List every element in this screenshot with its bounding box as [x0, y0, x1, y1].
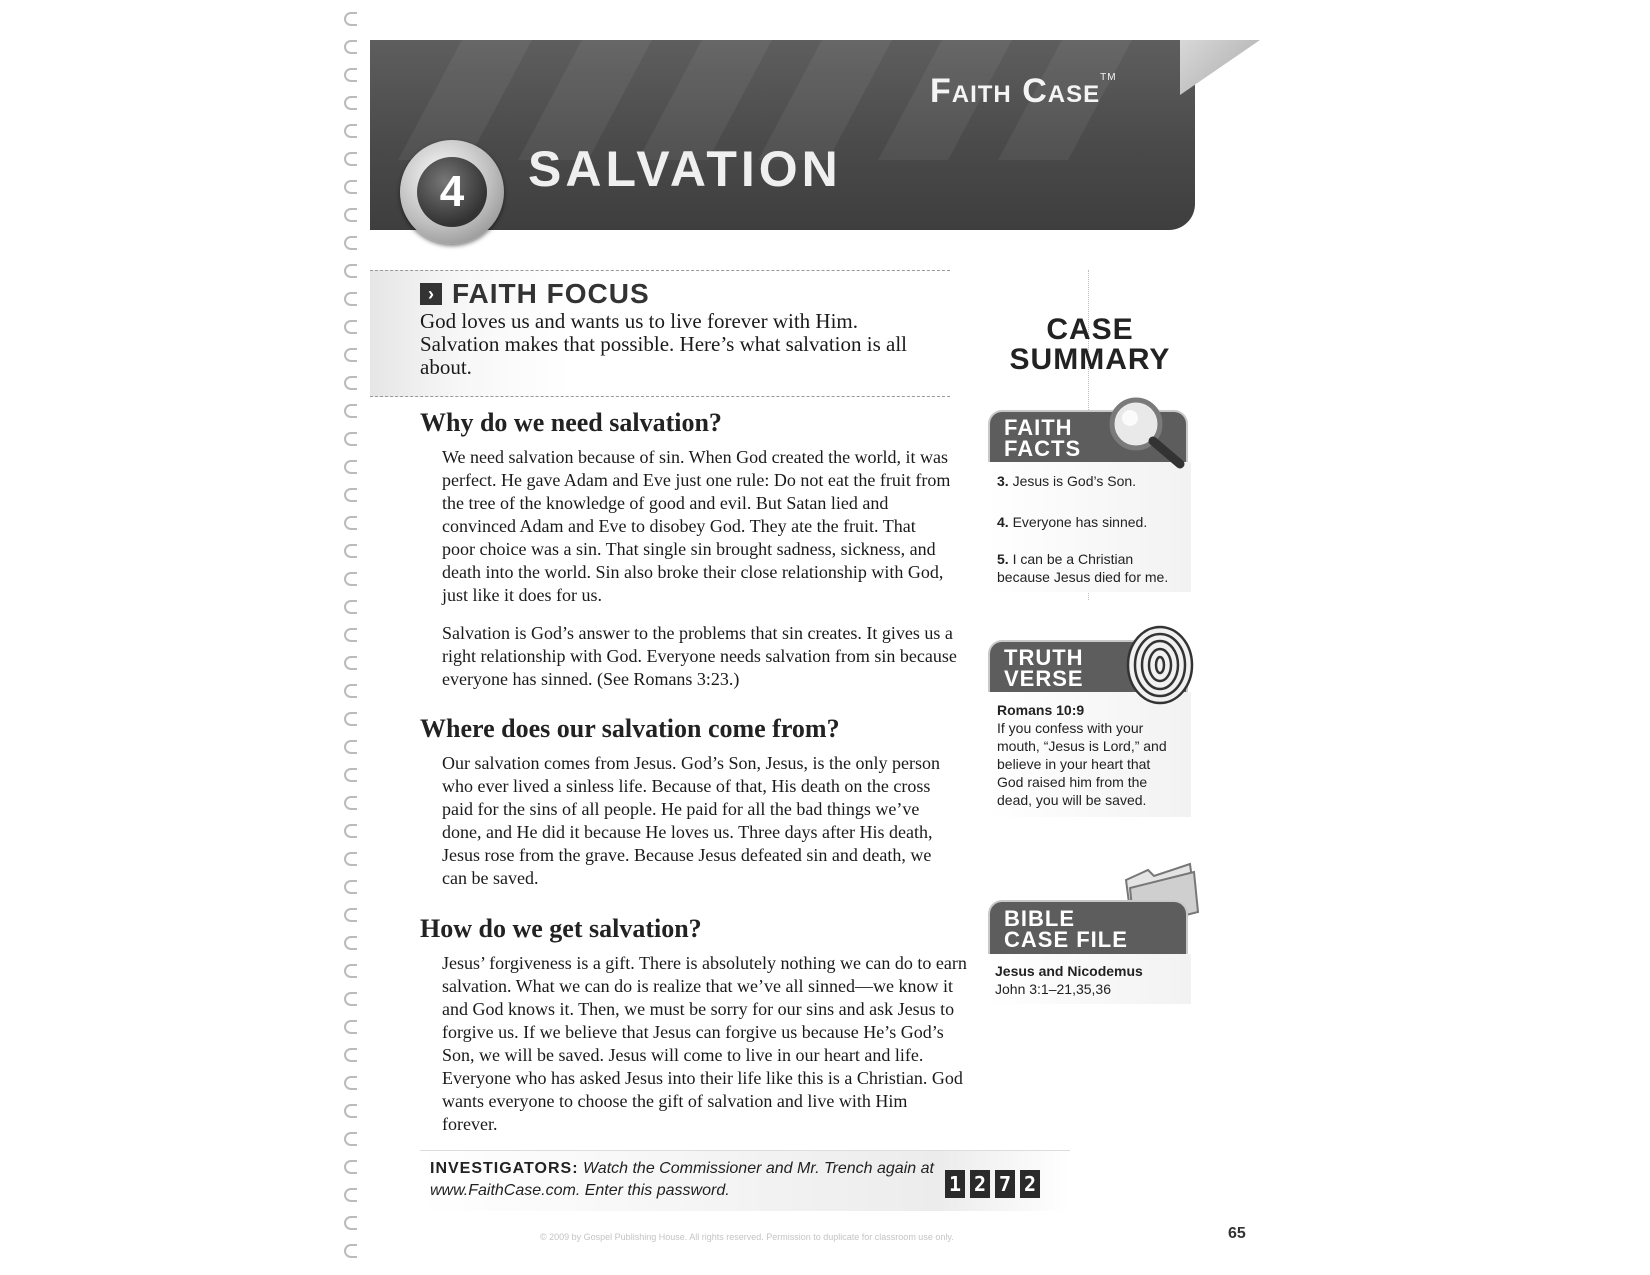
spiral-binding — [344, 12, 360, 1272]
binding-ring — [344, 348, 357, 362]
case-summary-heading — [985, 315, 1195, 375]
binding-ring — [344, 852, 357, 866]
binding-ring — [344, 1244, 357, 1258]
binding-ring — [344, 376, 357, 390]
binding-ring — [344, 880, 357, 894]
magnifier-icon — [1100, 392, 1192, 472]
binding-ring — [344, 656, 357, 670]
investigators-label: INVESTIGATORS: — [430, 1160, 579, 1177]
faith-facts-tab-line2: FACTS — [1004, 436, 1082, 461]
binding-ring — [344, 1048, 357, 1062]
binding-ring — [344, 544, 357, 558]
binding-ring — [344, 628, 357, 642]
binding-ring — [344, 740, 357, 754]
binding-ring — [344, 1188, 357, 1202]
binding-ring — [344, 600, 357, 614]
binding-ring — [344, 460, 357, 474]
binding-ring — [344, 1104, 357, 1118]
binding-ring — [344, 264, 357, 278]
binding-ring — [344, 768, 357, 782]
case-summary-line1: CASE — [1046, 313, 1134, 346]
section-paragraph: Our salvation comes from Jesus. God’s Son, Jesus, is the only person who ever lived a sinless life. Because of that, His death on the cross paid for the sins of all people. He paid for all the bad things we’ve done, and He did it because He loves us. Three days after His death, Jesus rose from the grave. Because Jesus defeated sin and death, we can be saved. — [442, 753, 940, 888]
section-paragraph: Salvation is God’s answer to the problems that sin creates. It gives us a right relationship with God. Everyone needs salvation from sin because everyone has sinned. (See Romans 3:23.) — [442, 623, 957, 689]
binding-ring — [344, 180, 357, 194]
binding-ring — [344, 712, 357, 726]
password-digit: 7 — [995, 1170, 1015, 1198]
investigators-instructions: Watch the Commissioner and Mr. Trench again at www.FaithCase.com. Enter this password. — [430, 1160, 934, 1199]
section-heading: Where does our salvation come from? — [420, 714, 840, 743]
binding-ring — [344, 68, 357, 82]
investigators-text — [430, 1158, 950, 1202]
chevron-right-icon: › — [420, 283, 442, 305]
binding-ring — [344, 40, 357, 54]
binding-ring — [344, 572, 357, 586]
binding-ring — [344, 152, 357, 166]
binding-ring — [344, 824, 357, 838]
password-digit: 1 — [945, 1170, 965, 1198]
binding-ring — [344, 432, 357, 446]
binding-ring — [344, 124, 357, 138]
binding-ring — [344, 684, 357, 698]
page-title: SALVATION — [528, 141, 842, 197]
truth-verse-text: If you confess with your mouth, “Jesus is Lord,” and believe in your heart that God raised him from the dead, you will be saved. — [997, 720, 1167, 808]
section-paragraph: Jesus’ forgiveness is a gift. There is absolutely nothing we can do to earn salvation. What we can do is realize that we’ve all sinned—we know it and God knows it. Then, we must be sorry for our sins and ask Jesus to forgive us. If we believe that Jesus can forgive us because He’s God’s Son, we will be saved. Jesus will come to live in our heart and life. Everyone who has asked Jesus into their life like this is a Christian. God wants everyone to choose the gift of salvation and live with Him forever. — [442, 953, 967, 1134]
faith-fact-item: 4. Everyone has sinned. — [997, 514, 1148, 530]
case-summary-line2: SUMMARY — [1009, 343, 1171, 376]
bible-case-file-reference: John 3:1–21,35,36 — [995, 981, 1111, 997]
section-heading: How do we get salvation? — [420, 914, 702, 943]
binding-ring — [344, 1160, 357, 1174]
bible-case-file-tab-line1: BIBLE — [1004, 906, 1075, 931]
truth-verse-reference: Romans 10:9 — [997, 702, 1085, 718]
binding-ring — [344, 1076, 357, 1090]
faith-fact-item: 3. Jesus is God’s Son. — [997, 473, 1137, 489]
faith-focus-text: God loves us and wants us to live forever with Him. Salvation makes that possible. Here’s what salvation is all about. — [420, 309, 907, 379]
binding-ring — [344, 12, 357, 26]
binding-ring — [344, 1216, 357, 1230]
password-digit: 2 — [1020, 1170, 1040, 1198]
binding-ring — [344, 208, 357, 222]
binding-ring — [344, 796, 357, 810]
page-number: 65 — [1228, 1225, 1246, 1242]
brand-logo — [930, 72, 1117, 111]
binding-ring — [344, 992, 357, 1006]
binding-ring — [344, 516, 357, 530]
binding-ring — [344, 320, 357, 334]
faith-fact-item: 5. I can be a Christian because Jesus died for me. — [997, 551, 1169, 585]
binding-ring — [344, 488, 357, 502]
section-paragraph: We need salvation because of sin. When God created the world, it was perfect. He gave Adam and Eve just one rule: Do not eat the fruit from the tree of the knowledge of good and evil. But Satan lied and convinced Adam and Eve to disobey God. They ate the fruit. That poor choice was a sin. That single sin brought sadness, sickness, and death into the world. Sin also broke their close relationship with God, just like it does for us. — [442, 447, 951, 605]
faith-focus-heading: FAITH FOCUS — [452, 278, 650, 309]
binding-ring — [344, 404, 357, 418]
bible-case-file-story: Jesus and Nicodemus — [995, 963, 1143, 979]
fingerprint-icon — [1125, 625, 1195, 705]
faith-facts-tab-line1: FAITH — [1004, 415, 1073, 440]
binding-ring — [344, 936, 357, 950]
truth-verse-tab-line1: TRUTH — [1004, 645, 1084, 670]
copyright-notice: © 2009 by Gospel Publishing House. All rights reserved. Permission to duplicate for classroom use only. — [540, 1232, 954, 1242]
binding-ring — [344, 236, 357, 250]
binding-ring — [344, 964, 357, 978]
password-digit: 2 — [970, 1170, 990, 1198]
binding-ring — [344, 1020, 357, 1034]
brand-name: Faith Case — [930, 72, 1101, 110]
binding-ring — [344, 1132, 357, 1146]
trademark: TM — [1100, 72, 1117, 83]
section-heading: Why do we need salvation? — [420, 408, 722, 437]
banner-corner-tab — [1180, 40, 1260, 95]
binding-ring — [344, 908, 357, 922]
binding-ring — [344, 96, 357, 110]
truth-verse-tab-line2: VERSE — [1004, 666, 1084, 691]
binding-ring — [344, 292, 357, 306]
chapter-number: 4 — [417, 157, 487, 227]
bible-case-file-tab — [988, 900, 1188, 954]
bible-case-file-tab-line2: CASE FILE — [1004, 927, 1128, 952]
